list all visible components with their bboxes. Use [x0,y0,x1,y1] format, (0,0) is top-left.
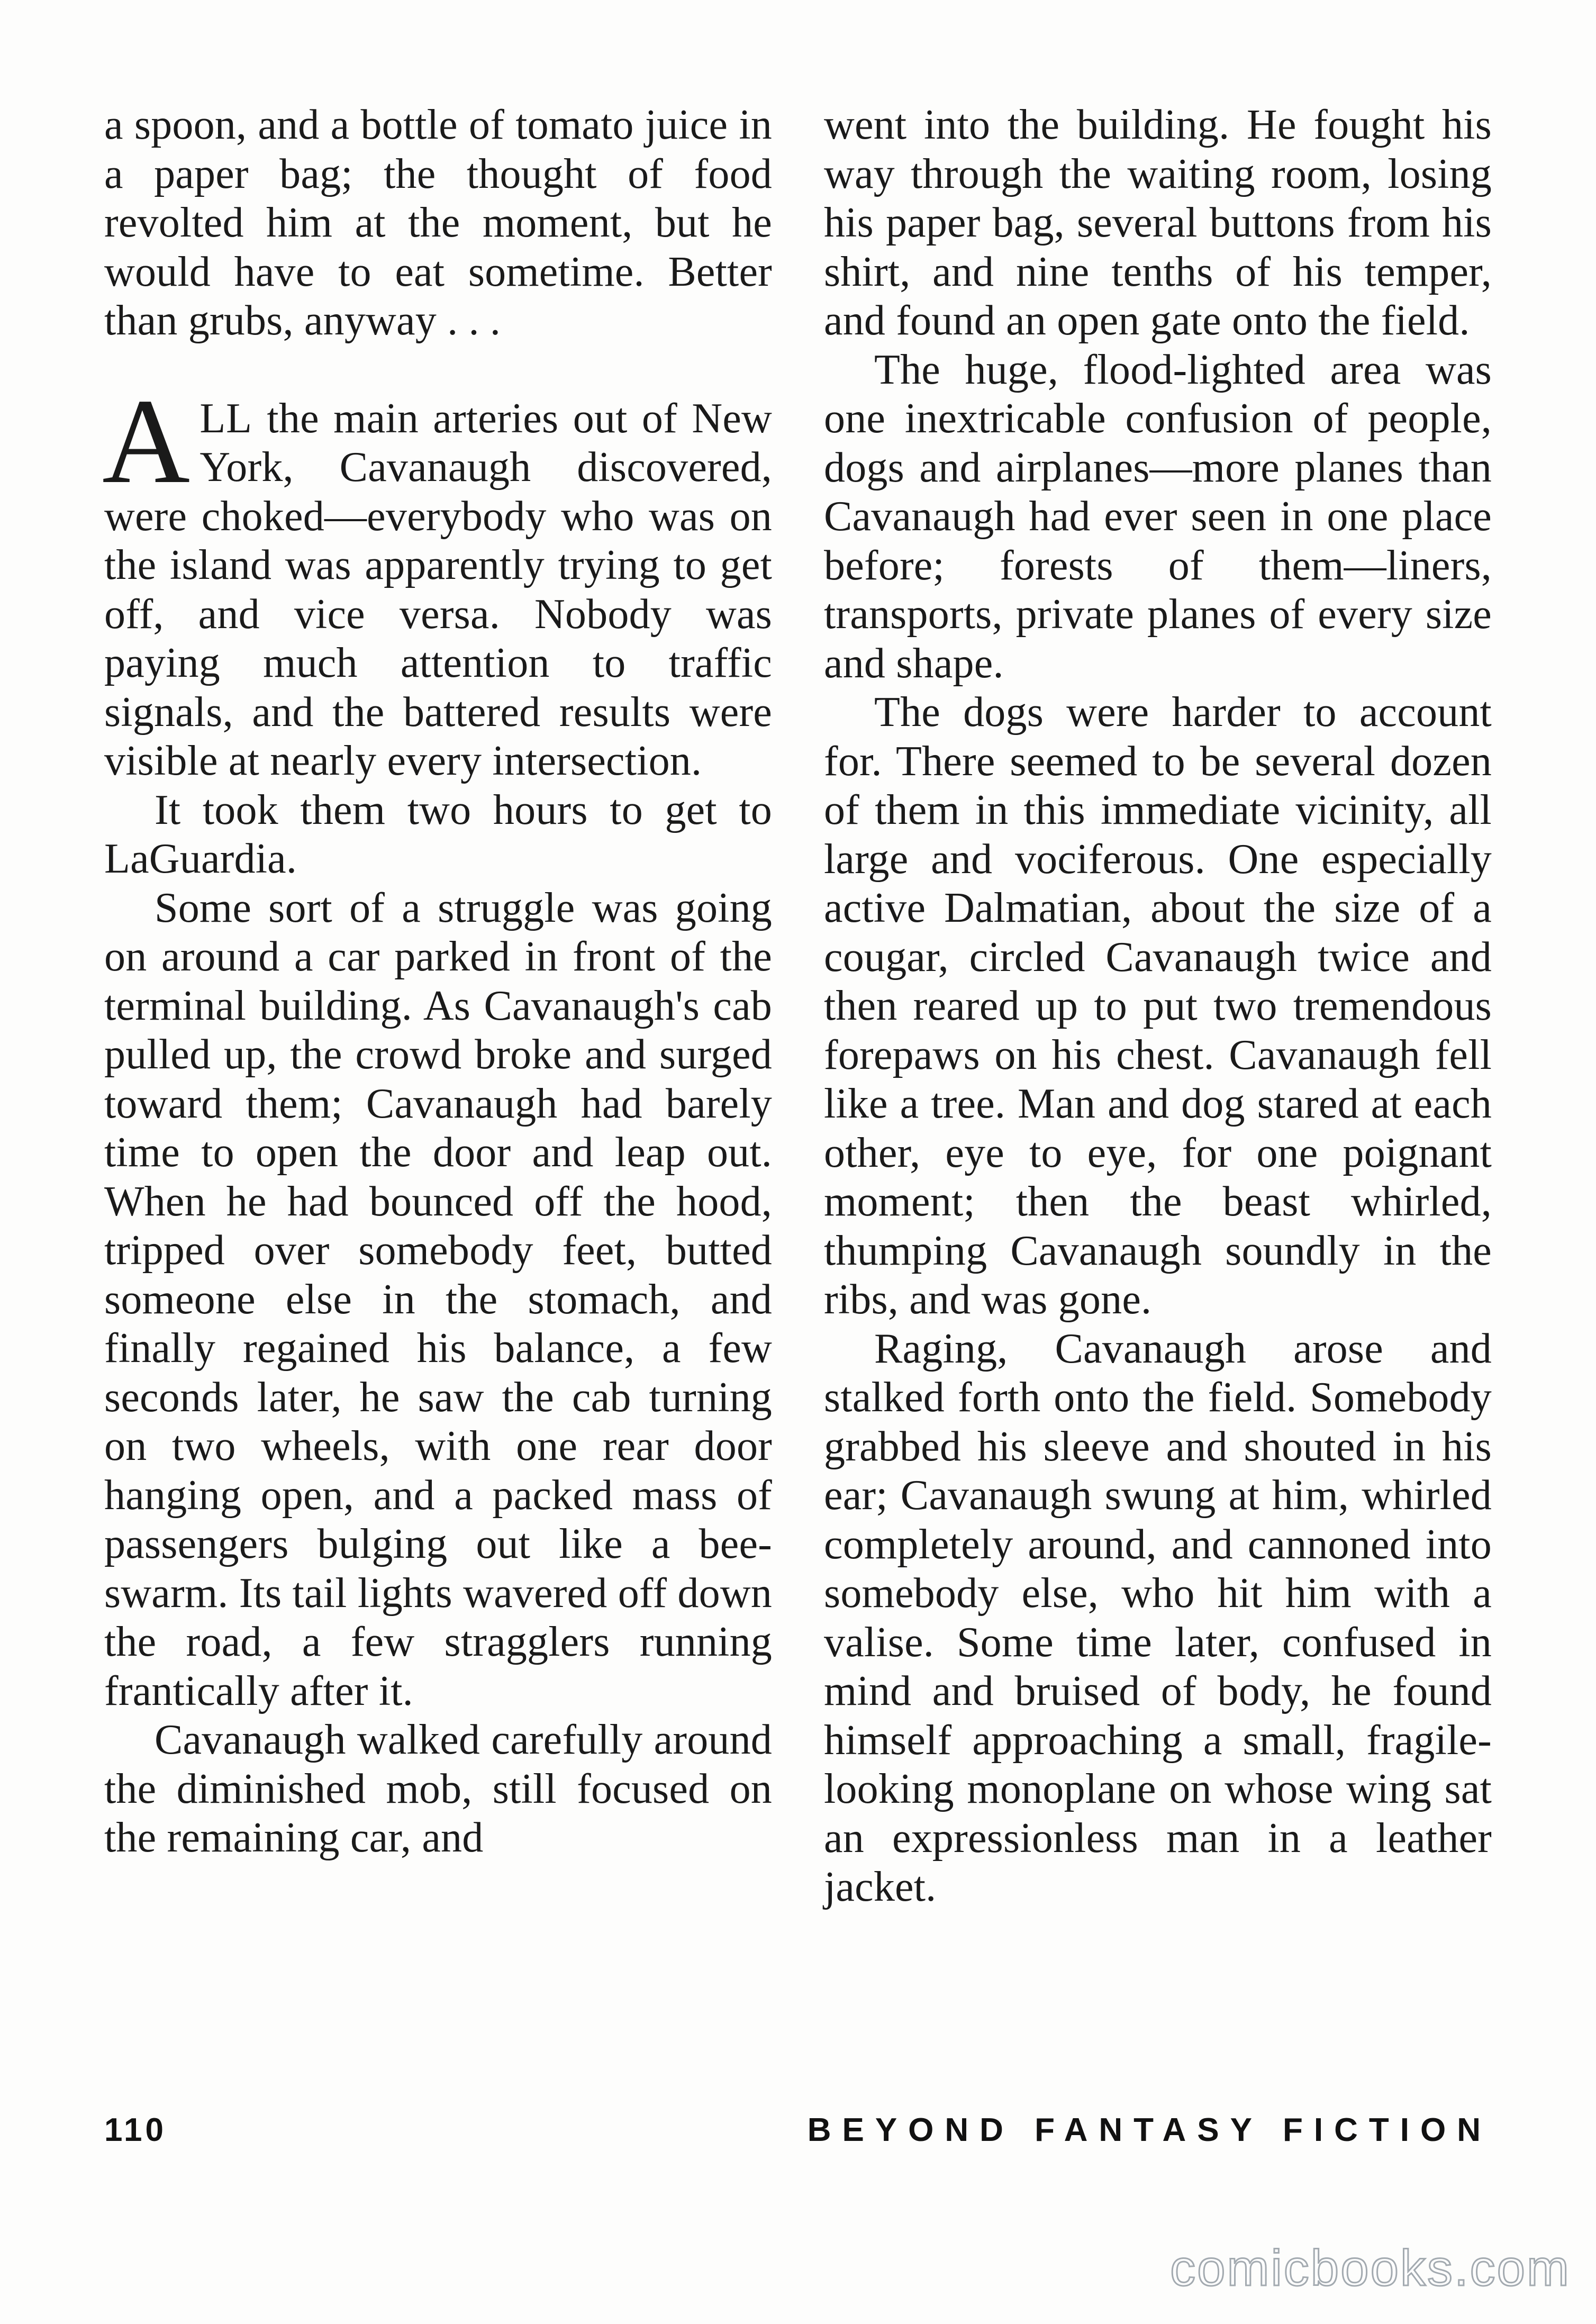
paragraph-right-4: Raging, Cavanaugh arose and stalked forth onto the field. Somebody grabbed his sleeve and shouted in his ear; Cavanaugh swung at him, whirled completely around, and cannoned into somebody else, who hit him with a valise. Some time later, confused in mind and bruised of body, he found himself approaching a small, fragile-looking monoplane on whose wing sat an expressionless man in a leather jacket. [824,1325,1492,1910]
paragraph-left-2-text: the main arteries out of New York, Cavanaugh discovered, were choked—everybody who was on the island was apparently trying to get off, and vice versa. Nobody was paying much attention to traffic signals, and the battered results were visible at nearly every intersection. [104,395,772,784]
magazine-title: BEYOND FANTASY FICTION [807,2112,1492,2148]
drop-cap-letter: A [102,373,191,509]
left-text-column [104,101,772,1863]
paragraph-right-3: The dogs were harder to account for. There seemed to be several dozen of them in this immediate vicinity, all large and vociferous. One especially active Dalmatian, about the size of a cougar, circled Cavanaugh twice and then reared up to put two tremendous forepaws on his chest. Cavanaugh fell like a tree. Man and dog stared at each other, eye to eye, for one poignant moment; then the beast whirled, thumping Cavanaugh soundly in the ribs, and was gone. [824,689,1492,1323]
site-watermark: comicbooks.com [1170,2240,1571,2296]
drop-cap-lead: LL [200,395,253,442]
right-text-column [824,101,1492,1912]
paragraph-left-5: Cavanaugh walked carefully around the diminished mob, still focused on the remaining car, and [104,1717,772,1861]
page-number: 110 [104,2112,167,2148]
page-footer [104,2111,1492,2159]
paragraph-right-1: went into the building. He fought his way through the waiting room, losing his paper bag, several buttons from his shirt, and nine tenths of his temper, and found an open gate onto the field. [824,102,1492,344]
paragraph-left-2 [102,373,772,786]
paragraph-right-2: The huge, flood-lighted area was one inextricable confusion of people, dogs and airplanes—more planes than Cavanaugh had ever seen in one place before; forests of them—liners, transports, private planes of every size and shape. [824,346,1492,687]
paragraph-left-3: It took them two hours to get to LaGuardia. [104,786,772,882]
paragraph-left-1: a spoon, and a bottle of tomato juice in a paper bag; the thought of food revolted him at the moment, but he would have to eat sometime. Better than grubs, anyway . . . [104,102,772,344]
paragraph-left-4: Some sort of a struggle was going on around a car parked in front of the terminal building. As Cavanaugh's cab pulled up, the crowd broke and surged toward them; Cavanaugh had barely time to open the door and leap out. When he had bounced off the hood, tripped over somebody feet, butted someone else in the stomach, and finally regained his balance, a few seconds later, he saw the cab turning on two wheels, with one rear door hanging open, and a packed mass of passengers bulging out like a bee-swarm. Its tail lights wavered off down the road, a few stragglers running frantically after it. [104,884,772,1714]
section-break [104,346,772,394]
